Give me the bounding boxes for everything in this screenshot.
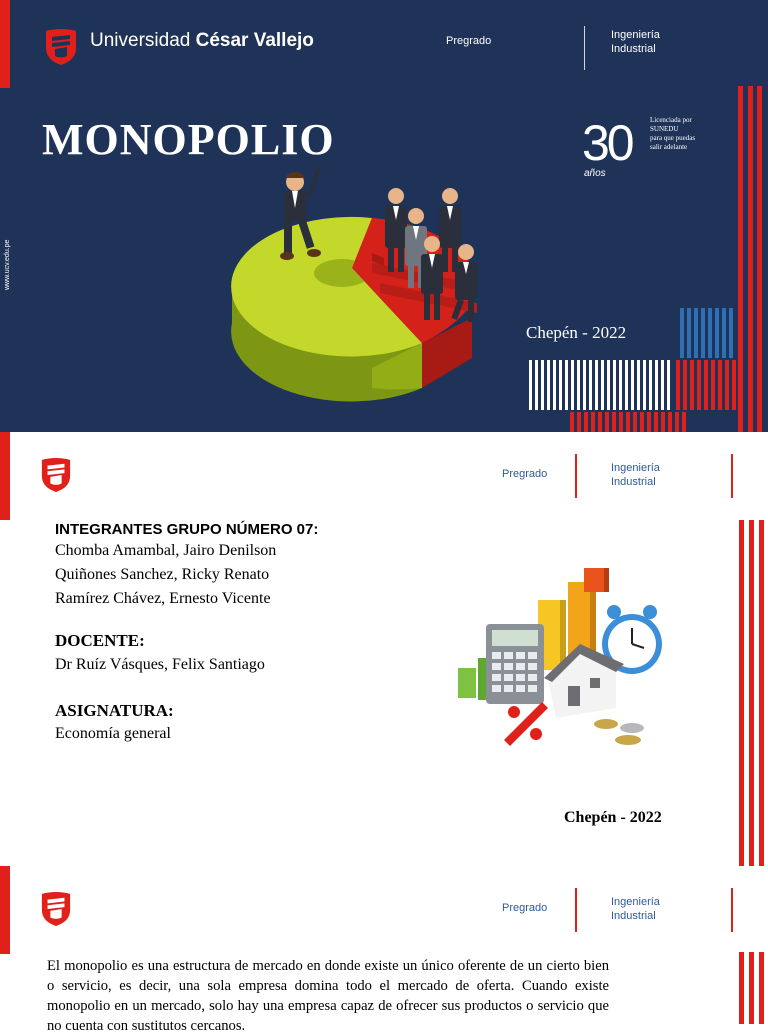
header-divider-right — [731, 454, 733, 498]
decorative-stripe — [749, 952, 754, 1024]
decorative-stripe — [759, 952, 764, 1024]
website-url: www.ucv.edu.pe — [4, 239, 11, 290]
licensed-line4: salir adelante — [650, 143, 688, 151]
header-divider — [575, 454, 577, 498]
title-slide — [0, 0, 768, 432]
header-divider — [575, 888, 577, 932]
anniversary-word: años — [584, 168, 606, 179]
anniversary-number: 30 — [582, 115, 632, 171]
member-name: Chomba Amambal, Jairo Denilson — [55, 542, 277, 559]
pregrado-label: Pregrado — [502, 468, 548, 480]
university-name: Universidad César Vallejo — [90, 30, 314, 51]
licensed-line1: Licenciada por — [650, 116, 692, 124]
header-divider — [584, 26, 585, 70]
definition-paragraph: El monopolio es una estructura de mercado en donde existe un único oferente de un cierto bien o servicio, es decir, una sola empresa domina todo el mercado de oferta. Cuando existe monopolio en un mercado, solo hay una empresa capaz de ofrecer sus productos o servicio que no cuenta con sustitutos cercanos. — [47, 958, 609, 1034]
teacher-name: Dr Ruíz Vásques, Felix Santiago — [55, 656, 265, 673]
subject-title: ASIGNATURA: — [55, 701, 174, 720]
decorative-stripe — [749, 520, 754, 866]
members-title: INTEGRANTES GRUPO NÚMERO 07: — [55, 521, 319, 538]
slide-title: MONOPOLIO — [42, 115, 335, 164]
ingenieria-line1: Ingeniería — [611, 896, 660, 908]
ingenieria-line1: Ingeniería — [611, 29, 660, 41]
definition-slide — [0, 866, 768, 1034]
location-year: Chepén - 2022 — [564, 809, 662, 826]
finance-illustration-icon — [456, 568, 668, 754]
ingenieria-line2: Industrial — [611, 476, 656, 488]
ingenieria-label — [611, 461, 701, 489]
members-slide — [0, 432, 768, 866]
ingenieria-label — [611, 895, 701, 923]
ingenieria-line1: Ingeniería — [611, 462, 660, 474]
ucv-shield-logo-icon — [44, 28, 78, 66]
ingenieria-line2: Industrial — [611, 910, 656, 922]
decorative-stripe — [739, 952, 744, 1024]
left-red-bar — [0, 0, 10, 88]
decorative-stripe — [739, 520, 744, 866]
ingenieria-line2: Industrial — [611, 43, 656, 55]
licensed-text — [650, 116, 720, 152]
pregrado-label: Pregrado — [446, 35, 492, 47]
member-name: Quiñones Sanchez, Ricky Renato — [55, 566, 270, 583]
header-divider-right — [731, 888, 733, 932]
pregrado-label: Pregrado — [502, 902, 548, 914]
licensed-line2: SUNEDU — [650, 125, 679, 133]
ucv-shield-logo-icon — [40, 890, 72, 928]
left-red-bar — [0, 866, 10, 954]
licensed-line3: para que puedas — [650, 134, 696, 142]
left-red-bar — [0, 432, 10, 520]
ucv-shield-logo-icon — [40, 456, 72, 494]
pie-chart-businessmen-illustration-icon — [222, 158, 504, 408]
decorative-stripe — [759, 520, 764, 866]
location-year: Chepén - 2022 — [526, 323, 627, 342]
subject-name: Economía general — [55, 725, 171, 742]
member-name: Ramírez Chávez, Ernesto Vicente — [55, 590, 271, 607]
teacher-title: DOCENTE: — [55, 631, 145, 650]
ingenieria-label — [611, 28, 691, 56]
